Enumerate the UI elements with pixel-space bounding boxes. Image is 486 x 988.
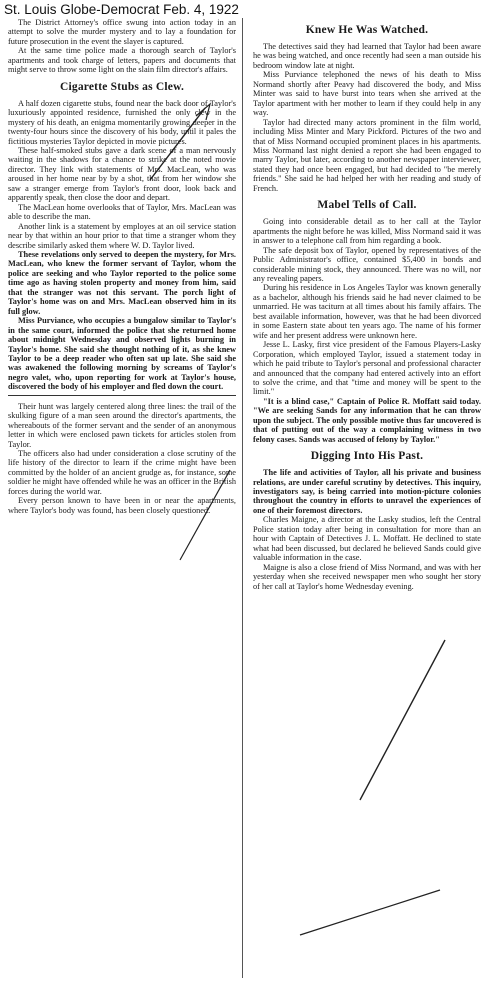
paragraph: The safe deposit box of Taylor, opened by representatives of the Public Administrator's office, contained $5,400 in bonds and considerable mining stock, they announced. There was no will, nor any revealing papers.	[253, 245, 481, 283]
paragraph: Jesse L. Lasky, first vice president of the Famous Players-Lasky Corporation, which employed Taylor, issued a statement today in which he paid tribute to Taylor's personal and professional character and announced that the company had entered actively into an effort to solve the crime, and that "time and money will be spent to the limit."	[253, 340, 481, 397]
section-heading: Digging Into His Past.	[310, 450, 424, 463]
paragraph: Their hunt was largely centered along three lines: the trail of the skulking figure of a man seen around the director's apartments, the whereabouts of the former servant and the sender of an anonymous letter in which were enclosed pawn tickets for articles stolen from Taylor.	[8, 401, 236, 449]
right-column	[253, 18, 481, 980]
column-divider	[242, 18, 243, 978]
paragraph: At the same time police made a thorough search of Taylor's apartments and took charge of letters, papers and documents that might serve to throw some light on the slain film director's affairs.	[8, 46, 236, 75]
paragraph: These revelations only served to deepen the mystery, for Mrs. MacLean, who knew the former servant of Taylor, whom the police are seeking and who Taylor reported to the police some time ago as having stolen property and money from him, said that the stranger was not this servant. The porch light of Taylor's home was on and Mrs. MacLean observed him in its full glow.	[8, 249, 236, 316]
clipping-header: St. Louis Globe-Democrat Feb. 4, 1922	[4, 2, 239, 17]
section-heading: Knew He Was Watched.	[305, 24, 429, 36]
paragraph: The officers also had under consideration a close scrutiny of the life history of the director to learn if the crime might have been committed by the holder of an ancient grudge as, for instance, some soldier he might have offended while he was an officer in the British forces during the world war.	[8, 449, 236, 496]
paragraph: Miss Purviance, who occupies a bungalow similar to Taylor's in the same court, informed the police that she returned home about midnight Wednesday and observed lights burning in Taylor's home. She said she thought nothing of it, as she knew Taylor to be a deep reader who often sat up late. She said she was awakened the following morning by screams of Taylor's negro valet, who, upon reporting for work at Taylor's house, discovered the body of his employer and fled down the court.	[8, 316, 236, 392]
section-rule	[8, 395, 236, 396]
paragraph: These half-smoked stubs gave a dark scene of a man nervously waiting in the shadows for a chance to strike at the noted movie director. They link with statements of Mrs. MacLean, who was aroused in her home near by by a shot, that from her window she saw a stranger emerge from Taylor's front door, look back and apparently speak, then close the door and depart.	[8, 145, 236, 203]
paragraph: Miss Purviance telephoned the news of his death to Miss Normand shortly after Peavy had discovered the body, and Miss Minter was said to have burst into tears when she arrived at the Taylor apartment with her mother to learn if they could help in any way.	[253, 70, 481, 118]
paragraph: Taylor had directed many actors prominent in the film world, including Miss Minter and Mary Pickford. Pictures of the two and that of Miss Normand occupied prominent places in his apartments. Miss Normand last night denied a report she had been engaged to marry Taylor, but later, according to another newspaper interviewer, stated they had once been engaged, but had decided to "be merely friends." She said he had helped her with her reading and study of French.	[253, 117, 481, 193]
paragraph: Maigne is also a close friend of Miss Normand, and was with her yesterday when she received newspaper men who sought her story of her call at Taylor's home Wednesday evening.	[253, 562, 481, 591]
section-heading: Cigarette Stubs as Clew.	[59, 80, 185, 93]
paragraph: "It is a blind case," Captain of Police R. Moffatt said today. "We are seeking Sands for any information that he can throw upon the subject. The only possible motive thus far uncovered is that of putting out of the way a complaining witness in two felony cases. Sands was accused of felony by Taylor."	[253, 396, 481, 444]
paragraph: During his residence in Los Angeles Taylor was known generally as a bachelor, although his friends said he had never claimed to be unmarried. He was taciturn at all times about his family affairs. The best available information, however, was that he had been divorced in some Eastern state about ten years ago. The name of his former wife and her present address were unknown here.	[253, 283, 481, 340]
paragraph: Charles Maigne, a director at the Lasky studios, left the Central Police station today after being in consultation for more than an hour with Captain of Detectives J. L. Moffatt. He declined to state what had been discussed, but declared he believed Sands could give valuable information in the case.	[253, 515, 481, 563]
paragraph: The detectives said they had learned that Taylor had been aware he was being watched, and once recently had seen a man outside his bedroom window late at night.	[253, 42, 481, 70]
paragraph: Another link is a statement by employes at an oil service station near by that within an hour prior to that time a stranger whom they describe similarly asked them where W. D. Taylor lived.	[8, 221, 236, 250]
paragraph: A half dozen cigarette stubs, found near the back door of Taylor's luxuriously appointed residence, furnished the only clew in the mystery of his death, an enigma momentarily growing deeper in the twenty-four hours since the discovery of his body, until it pales the fictitious mysteries Taylor depicted in movie pictures.	[8, 98, 236, 146]
paragraph: The MacLean home overlooks that of Taylor, Mrs. MacLean was able to describe the man.	[8, 202, 236, 222]
left-column	[8, 18, 236, 980]
paragraph: The District Attorney's office swung into action today in an attempt to solve the murder mystery and to lay a foundation for future prosecution in the event the slayer is captured.	[8, 18, 236, 46]
section-heading: Mabel Tells of Call.	[317, 199, 417, 212]
paragraph: The life and activities of Taylor, all his private and business relations, are under careful scrutiny by detectives. This inquiry, investigators say, is being carried into motion-picture colonies throughout the country in efforts to unravel the experiences of one of their foremost directors.	[253, 468, 481, 515]
paragraph: Going into considerable detail as to her call at the Taylor apartments the night before he was killed, Miss Normand said it was in answer to a telephone call from him regarding a book.	[253, 217, 481, 246]
paragraph: Every person known to have been in or near the apartments, where Taylor's body was found, has been closely questioned.	[8, 496, 236, 515]
